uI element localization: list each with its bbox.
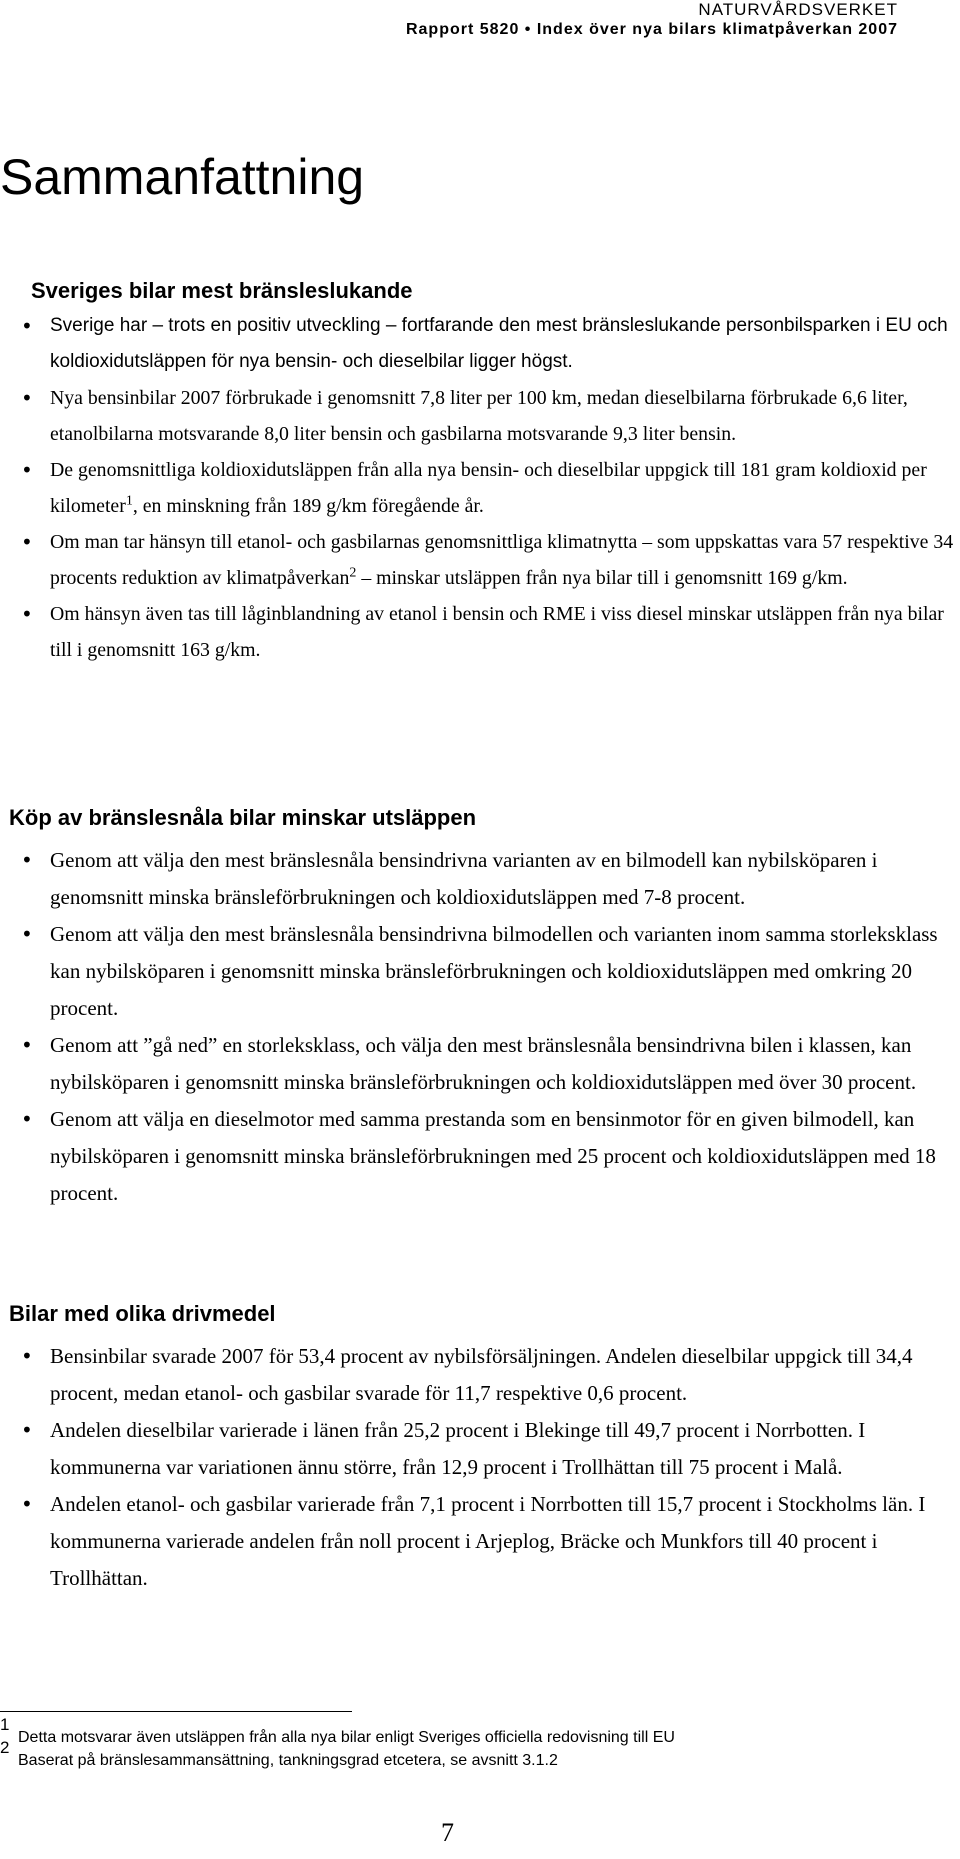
section-heading-3: Bilar med olika drivmedel: [9, 1301, 276, 1326]
list-item: • Andelen dieselbilar varierade i länen från 25,2 procent i Blekinge till 49,7 procent i Norrbotten. I kommunerna var variationen ännu större, från 12,9 procent i Trollhättan till 75 procent i Malå.: [38, 1412, 960, 1486]
list-item: • Om man tar hänsyn till etanol- och gasbilarnas genomsnittliga klimatnytta – som uppskattas vara 57 respektive 34 procents reduktion av klimatpåverkan$^2$ – minskar utsläppen från nya bilar till i genomsnitt 169 g/km.: [38, 524, 960, 596]
bullet-icon: •: [21, 314, 33, 338]
page-number: 7: [441, 1818, 454, 1847]
section-3-list-wrap: [21, 1338, 960, 1597]
bullet-icon: •: [21, 602, 33, 626]
footnote-ref-2: 2: [349, 565, 357, 581]
footnote-ref-1: 1: [125, 493, 133, 509]
section-3: [9, 1300, 949, 1328]
bullet-icon: •: [21, 1344, 33, 1368]
section-2: [9, 804, 949, 832]
bullet-icon: •: [21, 922, 33, 946]
section-2-list-wrap: [21, 842, 960, 1212]
section-heading-1: Sveriges bilar mest bränsleslukande: [31, 278, 413, 303]
page-header: [406, 0, 898, 40]
bullet-icon: •: [21, 1418, 33, 1442]
bullet-icon: •: [21, 848, 33, 872]
section-1-list: [21, 308, 960, 668]
bullet-icon: •: [21, 530, 33, 554]
list-item: • Nya bensinbilar 2007 förbrukade i genomsnitt 7,8 liter per 100 km, medan dieselbilarna förbrukade 6,6 liter, etanolbilarna motsvarande 8,0 liter bensin och gasbilarna motsvarande 9,3 liter bensin.: [38, 380, 960, 452]
page-title: Sammanfattning: [0, 149, 365, 205]
section-1-list-wrap: [21, 308, 960, 668]
section-heading-2: Köp av bränslesnåla bilar minskar utsläppen: [9, 805, 477, 830]
list-item: • Andelen etanol- och gasbilar varierade från 7,1 procent i Norrbotten till 15,7 procent i Stockholms län. I kommunerna varierade andelen från noll procent i Arjeplog, Bräcke och Munkfors till 40 procent i Trollhättan.: [38, 1486, 960, 1597]
section-2-list: [21, 842, 960, 1212]
bullet-icon: •: [21, 1033, 33, 1057]
section-1: [31, 277, 951, 305]
header-org: NATURVÅRDSVERKET: [698, 0, 898, 19]
footnote-divider: [0, 1711, 352, 1712]
header-report-title: Rapport 5820 • Index över nya bilars klimatpåverkan 2007: [405, 21, 898, 38]
list-item: • Genom att välja den mest bränslesnåla bensindrivna bilmodellen och varianten inom samma storleksklass kan nybilsköparen i genomsnitt minska bränsleförbrukningen och koldioxidutsläppen med omkring 20 procent.: [38, 916, 960, 1027]
list-item: • Genom att ”gå ned” en storleksklass, och välja den mest bränslesnåla bensindrivna bilen i klassen, kan nybilsköparen i genomsnitt minska bränsleförbrukningen och koldioxidutsläppen med över 30 procent.: [38, 1027, 960, 1101]
list-item: • Bensinbilar svarade 2007 för 53,4 procent av nybilsförsäljningen. Andelen dieselbilar uppgick till 34,4 procent, medan etanol- och gasbilar svarade för 11,7 respektive 0,6 procent.: [38, 1338, 960, 1412]
bullet-icon: •: [21, 458, 33, 482]
list-item: • Sverige har – trots en positiv utveckling – fortfarande den mest bränsleslukande personbilsparken i EU och koldioxidutsläppen för nya bensin- och dieselbilar ligger högst.: [38, 308, 960, 380]
list-item: • De genomsnittliga koldioxidutsläppen från alla nya bensin- och dieselbilar uppgick till 181 gram koldioxid per kilometer$^1$, en minskning från 189 g/km föregående år.: [38, 452, 960, 524]
list-item: • Om hänsyn även tas till låginblandning av etanol i bensin och RME i viss diesel minskar utsläppen från nya bilar till i genomsnitt 163 g/km.: [38, 596, 960, 668]
section-3-list: [21, 1338, 960, 1597]
bullet-icon: •: [21, 1107, 33, 1131]
bullet-icon: •: [21, 386, 33, 410]
bullet-icon: •: [21, 1492, 33, 1516]
list-item: • Genom att välja den mest bränslesnåla bensindrivna varianten av en bilmodell kan nybilsköparen i genomsnitt minska bränsleförbrukningen och koldioxidutsläppen med 7-8 procent.: [38, 842, 960, 916]
list-item: • Genom att välja en dieselmotor med samma prestanda som en bensinmotor för en given bilmodell, kan nybilsköparen i genomsnitt minska bränsleförbrukningen med 25 procent och koldioxidutsläppen med 18 procent.: [38, 1101, 960, 1212]
